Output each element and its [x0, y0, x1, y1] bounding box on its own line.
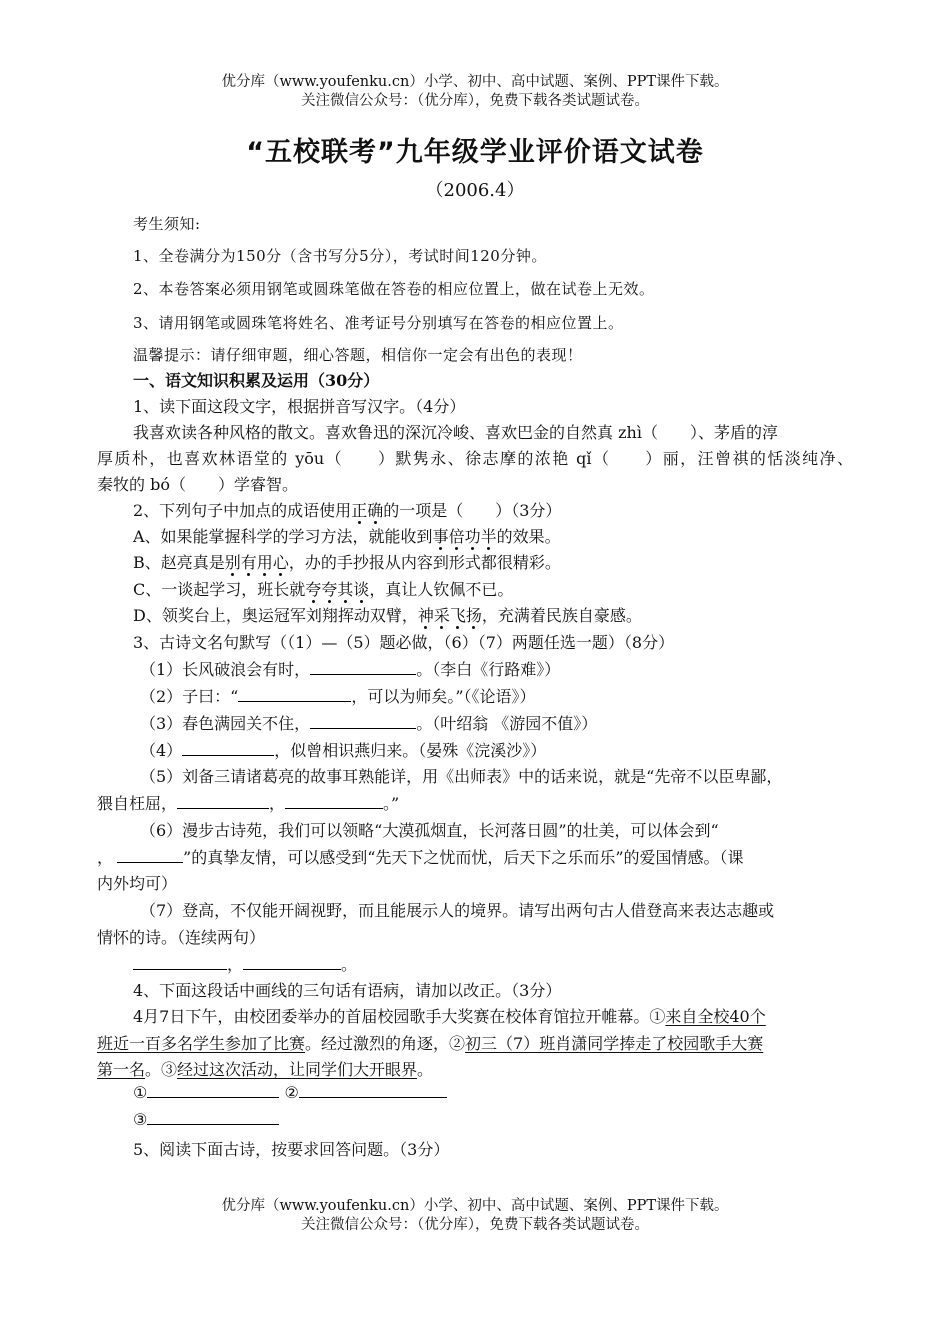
- emphasis-dot-char: 采: [433, 606, 450, 625]
- emphasis-dot-char: 倍: [448, 527, 465, 546]
- question-3-item-6-line1: （6）漫步古诗苑，我们可以领略“大漠孤烟直，长河落日圆”的壮美，可以体会到“: [140, 821, 719, 840]
- answer-blank[interactable]: [133, 955, 227, 970]
- emphasis-dot-char: 别: [224, 553, 241, 572]
- answer-blank[interactable]: [147, 1083, 279, 1098]
- emphasis-dot-char: 功: [464, 527, 481, 546]
- question-2-stem: 2、下列句子中加点的成语使用正确的一项是（ ）（3分）: [133, 501, 562, 520]
- site-header-line1: 优分库（www.youfenku.cn）小学、初中、高中试题、案例、PPT课件下载。: [221, 74, 729, 90]
- section-heading-1: 一、语文知识积累及运用（30分）: [133, 371, 380, 390]
- question-3-item-7-answer: ， 。: [133, 952, 893, 975]
- question-3-item-5-line2: 猥自枉屈， ， 。”: [97, 794, 400, 813]
- emphasis-dot-char: 夸: [321, 580, 338, 599]
- emphasis-dot-char: 心: [272, 553, 289, 572]
- notice-item-2: 2、本卷答案必须用钢笔或圆珠笔做在答卷的相应位置上，做在试卷上无效。: [133, 280, 655, 298]
- answer-blank[interactable]: [117, 848, 183, 863]
- question-3-item-5-line1: （5）刘备三请诸葛亮的故事耳熟能详，用《出师表》中的话来说，就是“先帝不以臣卑鄙，: [140, 767, 783, 786]
- answer-blank[interactable]: [182, 741, 274, 756]
- emphasis-dot-char: 半: [480, 527, 497, 546]
- answer-blank[interactable]: [310, 714, 416, 729]
- question-3-item-7-line2: 情怀的诗。（连续两句）: [97, 928, 266, 947]
- emphasis-dot-char: 谈: [353, 580, 370, 599]
- emphasis-dot-char: 夸: [305, 580, 322, 599]
- question-4-answer-line1: ① ②: [133, 1083, 893, 1102]
- notice-item-1: 1、全卷满分为150分（含书写分5分），考试时间120分钟。: [133, 247, 547, 265]
- question-5-stem: 5、阅读下面古诗，按要求回答问题。（3分）: [133, 1140, 450, 1159]
- exam-date: （2006.4）: [425, 180, 525, 201]
- site-footer-line1: 优分库（www.youfenku.cn）小学、初中、高中试题、案例、PPT课件下载。: [221, 1198, 729, 1214]
- emphasis-dot-char: 神: [417, 606, 434, 625]
- emphasis-dot-char: 其: [337, 580, 354, 599]
- emphasis-dot-char: 正: [351, 501, 368, 520]
- question-2-option-c: C、一谈起学习，班长就夸夸其谈，真让人钦佩不已。: [133, 580, 514, 599]
- emphasis-dot-char: 有: [240, 553, 257, 572]
- emphasis-dot-char: 扬: [465, 606, 482, 625]
- question-4-stem: 4、下面这段话中画线的三句话有语病，请加以改正。（3分）: [133, 981, 562, 1000]
- question-1-passage-line3: 秦牧的 bó（ ）学睿智。: [97, 475, 298, 494]
- question-4-passage-line2: 班近一百多名学生参加了比赛。经过激烈的角逐，②初三（7）班肖潇同学捧走了校园歌手大赛: [97, 1034, 764, 1053]
- answer-blank[interactable]: [238, 687, 351, 702]
- emphasis-dot-char: 用: [256, 553, 273, 572]
- question-4-passage-line3: 第一名。③经过这次活动，让同学们大开眼界。: [97, 1060, 434, 1079]
- answer-blank[interactable]: [285, 794, 383, 809]
- answer-blank[interactable]: [299, 1083, 447, 1098]
- emphasis-dot-char: 事: [432, 527, 449, 546]
- answer-blank[interactable]: [177, 794, 269, 809]
- emphasis-dot-char: 确: [367, 501, 384, 520]
- notice-item-3: 3、请用钢笔或圆珠笔将姓名、准考证号分别填写在答卷的相应位置上。: [133, 314, 624, 332]
- question-3-item-1: （1）长风破浪会有时， 。（李白《行路难》）: [140, 660, 561, 679]
- question-3-item-6-line3: 内外均可）: [97, 874, 178, 893]
- question-2-option-a: A、如果能掌握科学的学习方法，就能收到事倍功半的效果。: [133, 527, 561, 546]
- question-3-stem: 3、古诗文名句默写（（1）—（5）题必做，（6）（7）两题任选一题）（8分）: [133, 633, 675, 652]
- answer-blank[interactable]: [310, 660, 416, 675]
- question-3-item-6-line2: ， ”的真挚友情，可以感受到“先天下之忧而忧，后天下之乐而乐”的爱国情感。（课: [97, 848, 744, 867]
- question-3-item-3: （3）春色满园关不住， 。（叶绍翁 《游园不值》）: [140, 714, 598, 733]
- notice-heading: 考生须知:: [133, 215, 201, 233]
- question-2-option-b: B、赵亮真是别有用心，办的手抄报从内容到形式都很精彩。: [133, 553, 561, 572]
- question-2-option-d: D、领奖台上，奥运冠军刘翔挥动双臂，神采飞扬，充满着民族自豪感。: [133, 606, 642, 625]
- exam-title: “五校联考”九年级学业评价语文试卷: [246, 137, 704, 168]
- answer-blank[interactable]: [147, 1110, 279, 1125]
- question-1-stem: 1、读下面这段文字，根据拼音写汉字。（4分）: [133, 397, 466, 416]
- question-1-passage-line1: 我喜欢读各种风格的散文。喜欢鲁迅的深沉冷峻、喜欢巴金的自然真 zhì（ ）、茅盾的淳: [133, 423, 778, 442]
- site-footer-line2: 关注微信公众号：（优分库），免费下载各类试题试卷。: [301, 1217, 649, 1233]
- question-3-item-2: （2）子曰：“ ，可以为师矣。”（《论语》）: [140, 687, 536, 706]
- question-1-passage-line2: 厚质朴，也喜欢林语堂的 yōu（ ）默隽永、徐志摩的浓艳 qǐ（ ）丽，汪曾祺的恬淡纯净、: [97, 449, 853, 468]
- answer-blank[interactable]: [243, 955, 341, 970]
- question-3-item-4: （4） ，似曾相识燕归来。（晏殊《浣溪沙》）: [140, 741, 547, 760]
- notice-tip: 温馨提示：请仔细审题，细心答题，相信你一定会有出色的表现！: [133, 346, 583, 364]
- question-4-answer-line2: ③: [133, 1110, 893, 1129]
- site-header-line2: 关注微信公众号：（优分库），免费下载各类试题试卷。: [301, 93, 649, 109]
- question-3-item-7-line1: （7）登高，不仅能开阔视野，而且能展示人的境界。请写出两句古人借登高来表达志趣或: [140, 901, 775, 920]
- emphasis-dot-char: 飞: [449, 606, 466, 625]
- question-4-passage-line1: 4月7日下午，由校团委举办的首届校园歌手大奖赛在校体育馆拉开帷幕。①来自全校40个: [133, 1007, 766, 1026]
